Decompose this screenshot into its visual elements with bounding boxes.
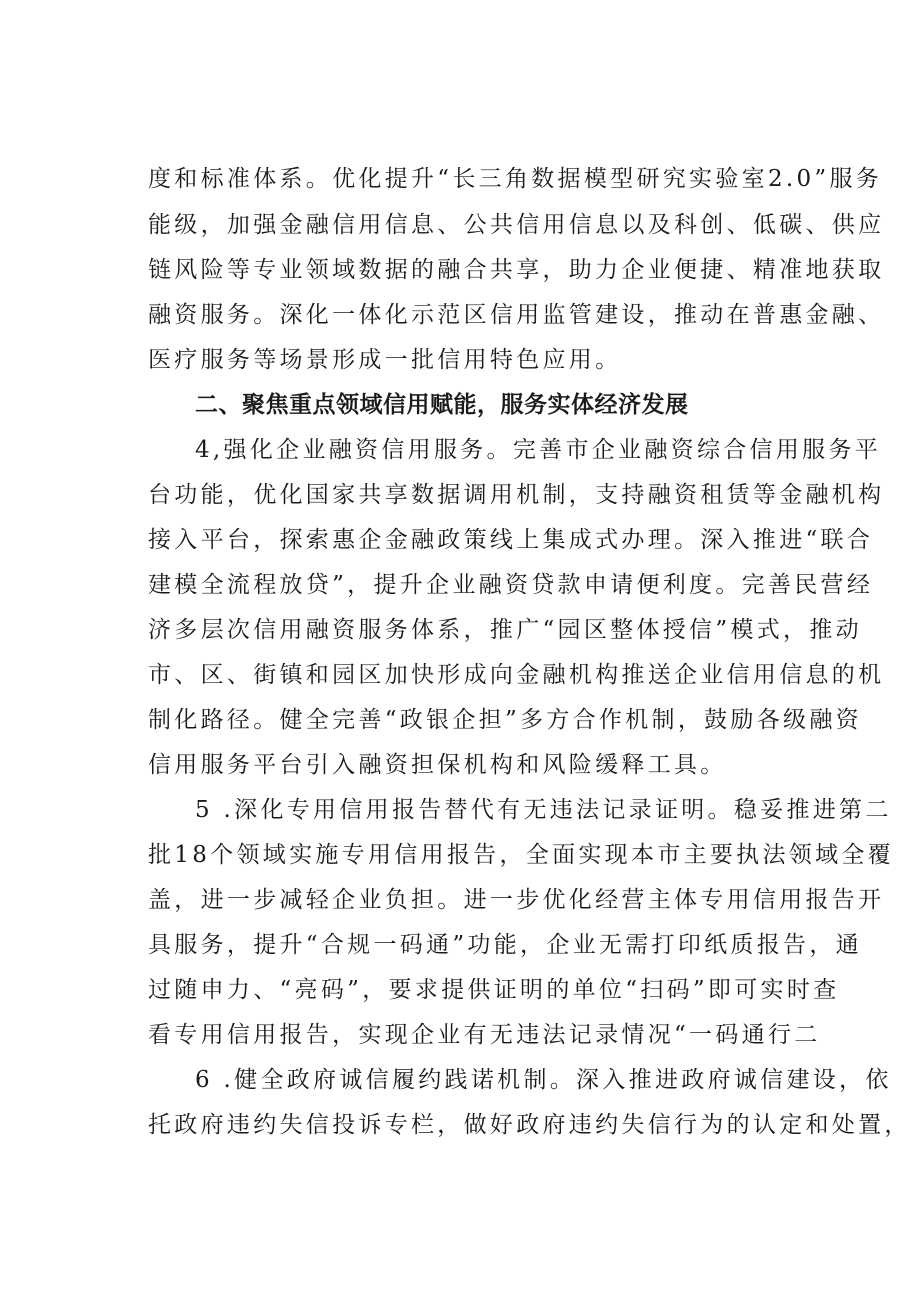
section-heading: 二、聚焦重点领域信用赋能，服务实体经济发展 xyxy=(195,392,689,418)
paragraph-line: 融资服务。深化一体化示范区信用监管建设，推动在普惠金融、 xyxy=(148,302,885,328)
item-4-line: 4,强化企业融资信用服务。完善市企业融资综合信用服务平 xyxy=(195,437,882,463)
paragraph-line: 链风险等专业领域数据的融合共享，助力企业便捷、精准地获取 xyxy=(148,257,885,283)
item-5-line: 过随申力、“亮码”，要求提供证明的单位“扫码”即可实时查 xyxy=(148,977,840,1003)
item-4-line: 接入平台，探索惠企金融政策线上集成式办理。深入推进“联合 xyxy=(148,527,874,553)
item-4-line: 制化路径。健全完善“政银企担”多方合作机制，鼓励各级融资 xyxy=(148,707,862,733)
item-4-line: 信用服务平台引入融资担保机构和风险缓释工具。 xyxy=(148,752,727,778)
item-5-line: 看专用信用报告，实现企业有无违法记录情况“一码通行二 xyxy=(148,1022,821,1048)
item-5-line: 具服务，提升“合规一码通”功能，企业无需打印纸质报告，通 xyxy=(148,932,862,958)
item-5-line: 盖，进一步减轻企业负担。进一步优化经营主体专用信用报告开 xyxy=(148,887,885,913)
item-6-line: 托政府违约失信投诉专栏，做好政府违约失信行为的认定和处置， xyxy=(148,1112,911,1138)
item-4-line: 台功能，优化国家共享数据调用机制，支持融资租赁等金融机构 xyxy=(148,482,885,508)
paragraph-line: 度和标准体系。优化提升“长三角数据模型研究实验室2.0”服务 xyxy=(148,166,883,192)
paragraph-line: 能级，加强金融信用信息、公共信用信息以及科创、低碳、供应 xyxy=(148,212,885,238)
item-4-line: 建模全流程放贷”，提升企业融资贷款申请便利度。完善民营经 xyxy=(148,572,874,598)
item-6-line: 6 .健全政府诚信履约践诺机制。深入推进政府诚信建设，依 xyxy=(195,1067,892,1093)
item-5-line: 批18个领域实施专用信用报告，全面实现本市主要执法领域全覆 xyxy=(148,842,894,868)
item-4-line: 市、区、街镇和园区加快形成向金融机构推送企业信用信息的机 xyxy=(148,662,885,688)
paragraph-line: 医疗服务等场景形成一批信用特色应用。 xyxy=(148,347,622,373)
item-4-line: 济多层次信用融资服务体系，推广“园区整体授信”模式，推动 xyxy=(148,617,862,643)
item-5-line: 5 .深化专用信用报告替代有无违法记录证明。稳妥推进第二 xyxy=(195,797,892,823)
